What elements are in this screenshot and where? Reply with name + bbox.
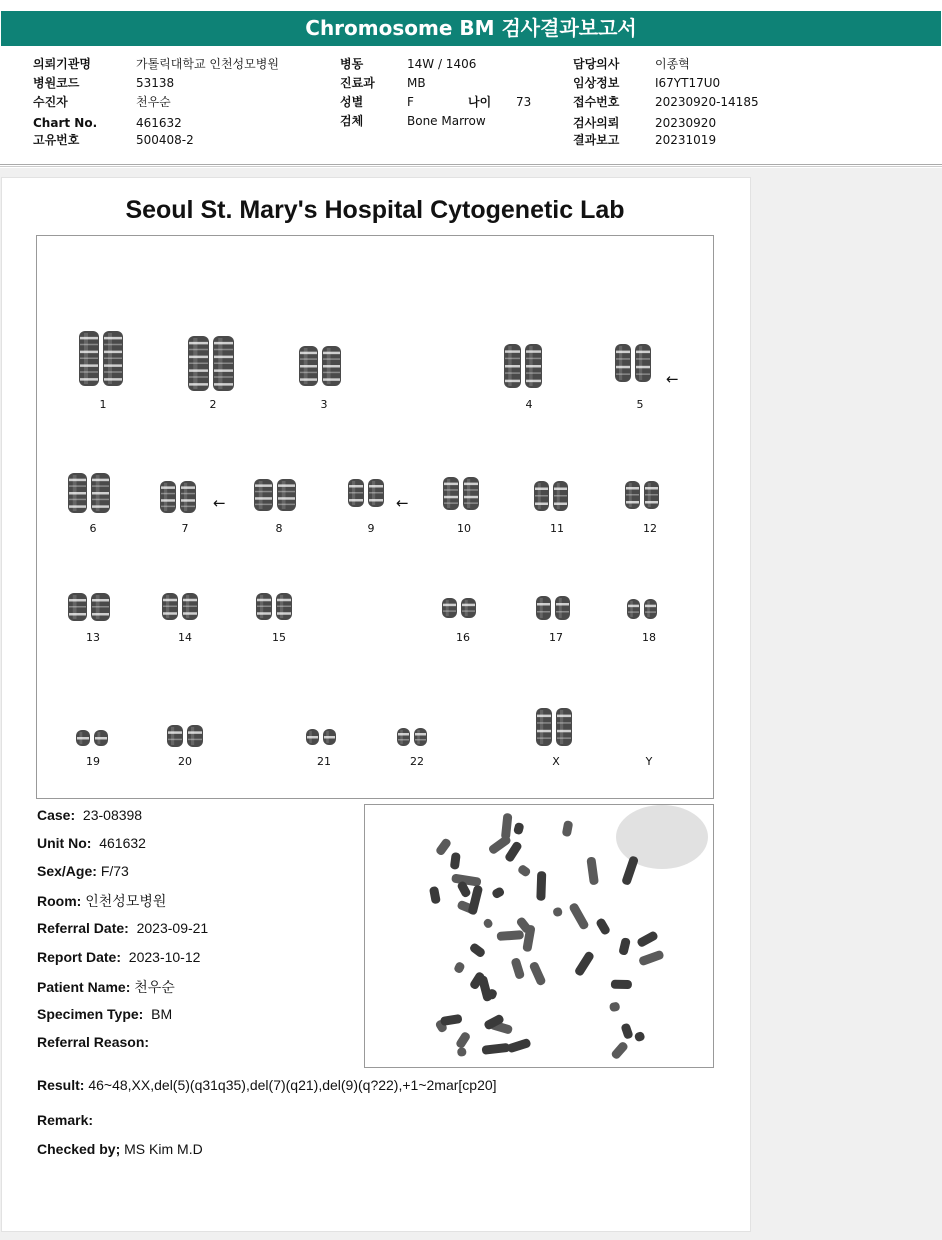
metaphase-chromosome (468, 942, 486, 959)
referral-reason-label: Referral Reason: (37, 1034, 150, 1050)
chromosome-pair-10 (443, 477, 479, 514)
chromosome-pair-5 (615, 344, 651, 386)
metaphase-chromosome (634, 1031, 646, 1043)
report-date-row (37, 949, 200, 965)
chromosome-pair-7 (160, 481, 196, 517)
metaphase-chromosome (562, 820, 574, 837)
report-date-value: 2023-10-12 (128, 949, 201, 965)
value-department: MB (407, 76, 426, 90)
metaphase-chromosome (568, 902, 590, 931)
metaphase-chromosome (440, 1014, 463, 1026)
arrow-left-icon: ← (666, 370, 679, 388)
metaphase-chromosome (517, 864, 532, 878)
specimen-type-value: BM (151, 1006, 173, 1022)
result-label: Result: (37, 1077, 85, 1093)
value-sex: F (407, 95, 414, 109)
chromosome-label-12: 12 (643, 522, 657, 535)
chromosome-label-21: 21 (317, 755, 331, 768)
referral-date-label: Referral Date: (37, 920, 129, 936)
metaphase-chromosome (501, 813, 513, 840)
value-requesting-institution: 가톨릭대학교 인천성모병원 (136, 57, 279, 71)
label-patient: 수진자 (33, 95, 68, 109)
report-header (0, 0, 942, 168)
label-test-request: 검사의뢰 (573, 116, 620, 130)
metaphase-chromosome (457, 1047, 467, 1056)
specimen-type-label: Specimen Type: (37, 1006, 144, 1022)
metaphase-spread (365, 805, 713, 1067)
chromosome-pair-14 (162, 593, 198, 624)
sexage-row (37, 863, 129, 879)
label-specimen: 검체 (340, 114, 364, 128)
metaphase-chromosome (455, 1031, 472, 1050)
result-row (37, 1077, 497, 1093)
label-receipt-no: 접수번호 (573, 95, 620, 109)
header-divider (0, 164, 942, 165)
patient-name-value: 천우순 (134, 979, 175, 995)
value-age: 73 (516, 95, 532, 109)
chromosome-label-22: 22 (410, 755, 424, 768)
chromosome-label-8: 8 (275, 522, 283, 535)
patient-name-row (37, 977, 175, 997)
label-chart-no: Chart No. (33, 116, 98, 130)
chromosome-label-5: 5 (636, 398, 644, 411)
metaphase-chromosome (621, 855, 639, 886)
metaphase-chromosome (610, 1040, 629, 1060)
label-unique-id: 고유번호 (33, 133, 80, 147)
metaphase-chromosome (453, 961, 466, 975)
chromosome-pair-22 (397, 728, 427, 750)
chromosome-pair-1 (79, 331, 123, 390)
remark-label: Remark: (37, 1112, 94, 1128)
chromosome-label-1: 1 (99, 398, 107, 411)
value-unique-id: 500408-2 (136, 133, 194, 147)
specimen-type-row (37, 1006, 172, 1022)
value-chart-no: 461632 (136, 116, 182, 130)
label-department: 진료과 (340, 76, 375, 90)
chromosome-label-6: 6 (89, 522, 97, 535)
metaphase-chromosome (506, 1038, 531, 1054)
metaphase-chromosome (467, 885, 483, 916)
chromosome-label-18: 18 (642, 631, 656, 644)
chromosome-pair-21 (306, 729, 336, 749)
metaphase-chromosome (620, 1022, 633, 1039)
chromosome-pair-23 (536, 708, 572, 750)
chromosome-pair-2 (188, 336, 234, 395)
metaphase-chromosome (609, 1002, 621, 1013)
chromosome-label-10: 10 (457, 522, 471, 535)
chromosome-pair-17 (536, 596, 570, 624)
karyogram (36, 235, 714, 799)
room-value: 인천성모병원 (85, 893, 167, 909)
label-clinical-info: 임상정보 (573, 76, 620, 90)
arrow-left-icon: ← (396, 494, 409, 512)
referral-date-value: 2023-09-21 (136, 920, 209, 936)
metaphase-chromosome (513, 822, 525, 835)
label-ward: 병동 (340, 57, 364, 71)
sexage-value: F/73 (100, 863, 129, 879)
report-title: Chromosome BM 검사결과보고서 (1, 11, 941, 46)
unit-label: Unit No: (37, 835, 92, 851)
chromosome-label-17: 17 (549, 631, 563, 644)
metaphase-chromosome (497, 930, 524, 941)
case-row (37, 807, 142, 823)
metaphase-image (364, 804, 714, 1068)
chromosome-label-x: X (552, 755, 560, 768)
chromosome-pair-8 (254, 479, 296, 515)
arrow-left-icon: ← (213, 494, 226, 512)
label-requesting-institution: 의뢰기관명 (33, 57, 91, 71)
metaphase-chromosome (552, 907, 562, 917)
case-value: 23-08398 (82, 807, 143, 823)
room-row (37, 891, 166, 911)
chromosome-label-3: 3 (320, 398, 328, 411)
metaphase-chromosome (636, 930, 659, 948)
patient-name-label: Patient Name: (37, 979, 131, 995)
metaphase-chromosome (618, 937, 631, 956)
checked-row (37, 1141, 203, 1157)
chromosome-label-2: 2 (209, 398, 217, 411)
unit-value: 461632 (99, 835, 146, 851)
chromosome-pair-15 (256, 593, 292, 624)
chromosome-pair-20 (167, 725, 203, 751)
label-sex: 성별 (340, 95, 364, 109)
chromosome-label-13: 13 (86, 631, 100, 644)
metaphase-chromosome (482, 1043, 511, 1055)
label-physician: 담당의사 (573, 57, 620, 71)
metaphase-chromosome (450, 852, 461, 870)
metaphase-chromosome (528, 961, 546, 987)
chromosome-pair-4 (504, 344, 542, 392)
label-hospital-code: 병원코드 (33, 76, 80, 90)
value-patient: 천우순 (136, 95, 171, 109)
chromosome-label-11: 11 (550, 522, 564, 535)
chromosome-label-19: 19 (86, 755, 100, 768)
remark-row (37, 1112, 93, 1128)
chromosome-label-14: 14 (178, 631, 192, 644)
value-receipt-no: 20230920-14185 (655, 95, 759, 109)
value-clinical-info: I67YT17U0 (655, 76, 721, 90)
chromosome-pair-9 (348, 479, 384, 511)
metaphase-chromosome (574, 950, 596, 977)
result-value: 46~48,XX,del(5)(q31q35),del(7)(q21),del(9)(q?22),+1~2mar[cp20] (88, 1077, 497, 1093)
chromosome-label-15: 15 (272, 631, 286, 644)
metaphase-chromosome (638, 949, 665, 966)
value-ward: 14W / 1406 (407, 57, 477, 71)
chromosome-label-y: Y (645, 755, 653, 768)
value-test-request: 20230920 (655, 116, 717, 130)
metaphase-chromosome (491, 886, 506, 899)
case-label: Case: (37, 807, 76, 823)
chromosome-pair-18 (627, 599, 657, 623)
value-result-report: 20231019 (655, 133, 717, 147)
value-specimen: Bone Marrow (407, 114, 486, 128)
metaphase-chromosome (510, 957, 525, 980)
metaphase-chromosome (595, 917, 611, 936)
metaphase-chromosome (429, 886, 441, 905)
chromosome-pair-16 (442, 598, 476, 622)
referral-date-row (37, 920, 208, 936)
chromosome-label-9: 9 (367, 522, 375, 535)
unit-row (37, 835, 146, 851)
referral-reason-row (37, 1034, 149, 1050)
lab-title: Seoul St. Mary's Hospital Cytogenetic Lab (125, 196, 625, 224)
checked-label: Checked by; (37, 1141, 121, 1157)
chromosome-pair-6 (68, 473, 110, 517)
report-date-label: Report Date: (37, 949, 122, 965)
metaphase-chromosome (586, 856, 599, 885)
metaphase-chromosome (536, 871, 546, 901)
checked-value: MS Kim M.D (124, 1141, 203, 1157)
chromosome-pair-12 (625, 481, 659, 513)
chromosome-label-7: 7 (181, 522, 189, 535)
metaphase-chromosome (611, 980, 632, 989)
value-physician: 이종혁 (655, 57, 690, 71)
chromosome-pair-19 (76, 730, 108, 750)
value-hospital-code: 53138 (136, 76, 175, 90)
metaphase-chromosome (482, 917, 494, 929)
chromosome-label-20: 20 (178, 755, 192, 768)
room-label: Room: (37, 893, 82, 909)
metaphase-chromosome (435, 837, 453, 856)
chromosome-pair-3 (299, 346, 341, 390)
chromosome-pair-13 (68, 593, 110, 625)
label-age: 나이 (468, 95, 492, 109)
chromosome-label-4: 4 (525, 398, 533, 411)
chromosome-label-16: 16 (456, 631, 470, 644)
chromosome-pair-11 (534, 481, 568, 515)
label-result-report: 결과보고 (573, 133, 620, 147)
header-divider-shadow (0, 166, 942, 167)
sexage-label: Sex/Age: (37, 863, 97, 879)
